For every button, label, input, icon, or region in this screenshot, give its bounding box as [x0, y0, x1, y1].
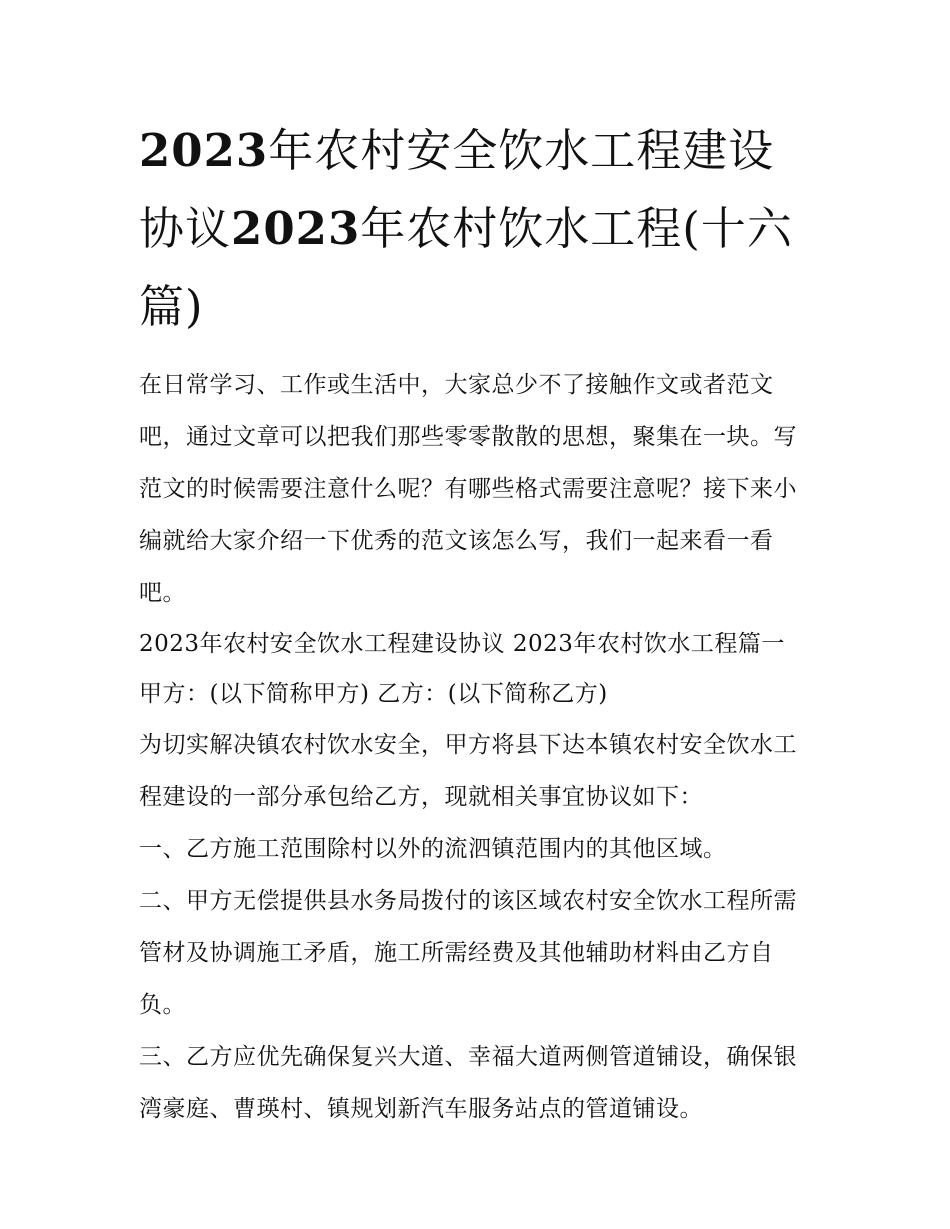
parties-line: 甲方：(以下简称甲方) 乙方：(以下简称乙方) — [139, 681, 608, 707]
clause-2: 二、甲方无偿提供县水务局拨付的该区域农村安全饮水工程所需管材及协调施工矛盾，施工所需经费及其他辅助材料由乙方自负。 — [139, 888, 797, 1018]
document-title — [139, 112, 819, 346]
agreement-paragraph: 为切实解决镇农村饮水安全，甲方将县下达本镇农村安全饮水工程建设的一部分承包给乙方，现就相关事宜协议如下： — [139, 732, 797, 810]
clause-1: 一、乙方施工范围除村以外的流泗镇范围内的其他区域。 — [139, 836, 727, 862]
clause-3: 三、乙方应优先确保复兴大道、幸福大道两侧管道铺设，确保银湾豪庭、曹瑛村、镇规划新汽车服务站点的管道铺设。 — [139, 1044, 797, 1122]
document-body — [139, 359, 819, 1135]
title-text-2: 年农村饮水工程(十六篇) — [139, 202, 793, 333]
title-text-1: 年农村安全饮水工程建设协议 — [139, 124, 775, 255]
title-year-1: 2023 — [139, 124, 269, 177]
intro-paragraph: 在日常学习、工作或生活中，大家总少不了接触作文或者范文吧，通过文章可以把我们那些零零散散的思想，聚集在一块。写范文的时候需要注意什么呢？有哪些格式需要注意呢？接下来小编就给大家介绍一下优秀的范文该怎么写，我们一起来看一看吧。 — [139, 372, 797, 606]
section-heading: 2023年农村安全饮水工程建设协议 2023年农村饮水工程篇一 — [139, 631, 785, 657]
document-page — [139, 112, 819, 1135]
title-year-2: 2023 — [231, 202, 361, 255]
